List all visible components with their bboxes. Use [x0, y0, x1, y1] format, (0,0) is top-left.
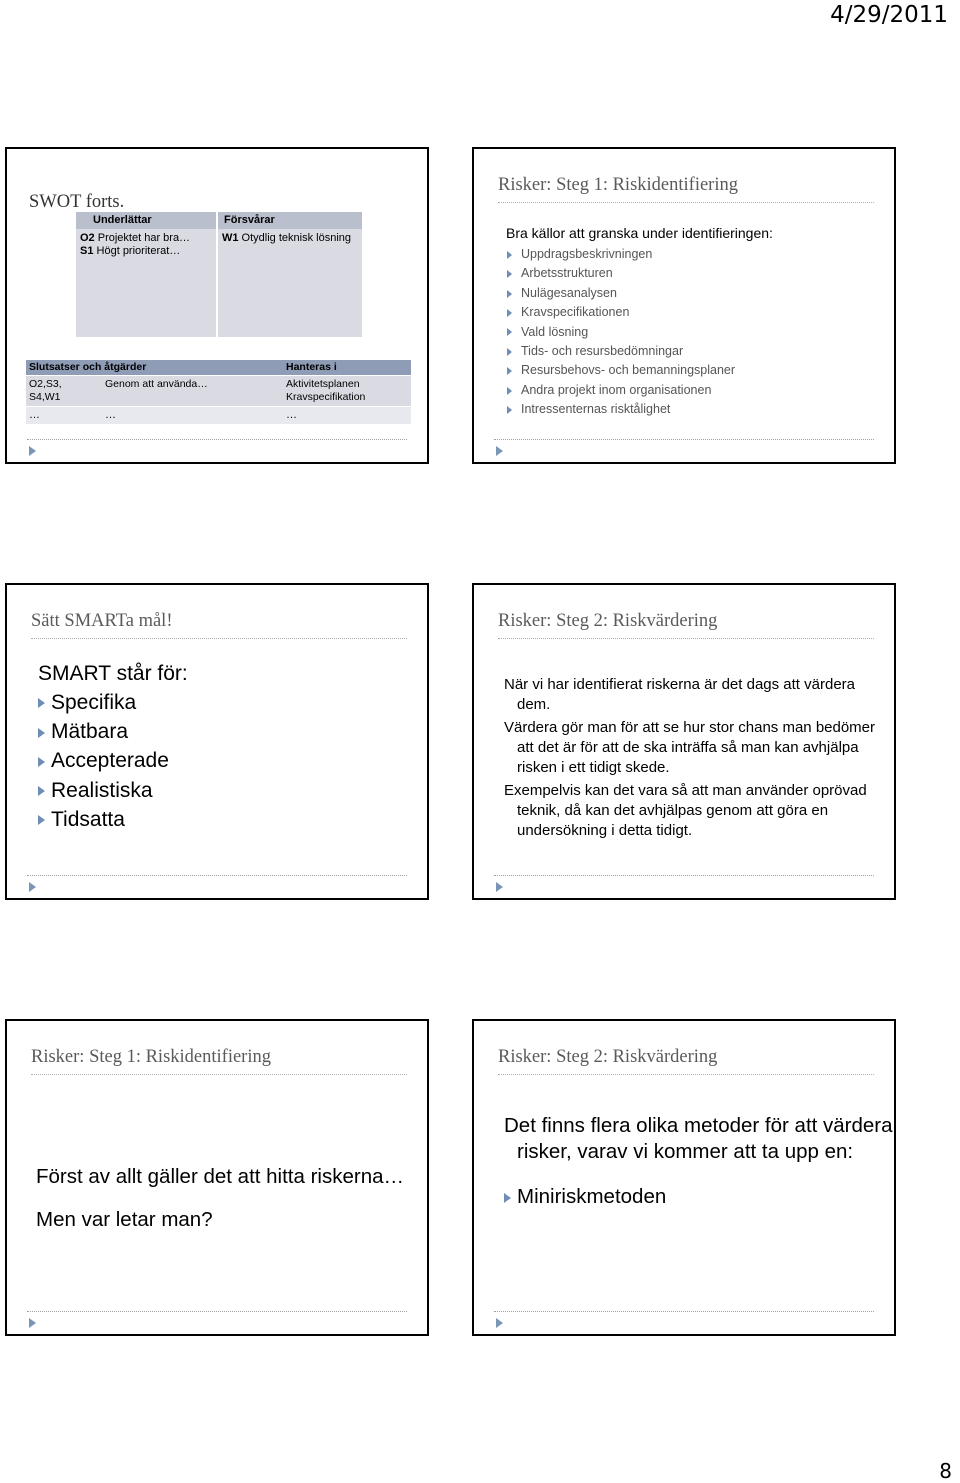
paragraph: Värdera gör man för att se hur stor chans man bedömer att det är för att de ska inträffa så man kan avhjälpa risken i ett tidigt skede.	[504, 719, 876, 776]
slide-smart-goals	[5, 583, 429, 900]
list-item: Resursbehovs- och bemanningsplaner	[505, 361, 773, 380]
list-item: Kravspecifikationen	[505, 303, 773, 322]
footer-arrow-icon	[29, 882, 36, 892]
action-table-header	[26, 360, 411, 375]
page-number: 8	[939, 1459, 952, 1483]
bullet-arrow-icon	[504, 1193, 511, 1203]
list-item: Miniriskmetoden	[504, 1184, 894, 1210]
bullet-arrow-icon	[507, 348, 512, 356]
swot-left-header: Underlättar	[76, 212, 216, 229]
slide-title: Sätt SMARTa mål!	[31, 611, 407, 639]
lead-text: SMART står för:	[38, 662, 188, 685]
bullet-arrow-icon	[507, 270, 512, 278]
swot-left-line: S1 Högt prioriterat…	[80, 245, 181, 257]
footer-arrow-icon	[496, 1318, 503, 1328]
swot-left-cell	[76, 229, 216, 258]
slide-body	[36, 1165, 416, 1251]
slide-risk-assessment	[472, 583, 896, 900]
paragraph: Det finns flera olika metoder för att värdera risker, varav vi kommer att ta upp en:	[504, 1114, 893, 1163]
slide-footer-line	[27, 875, 407, 876]
row-handled-in: Aktivitetsplanen Kravspecifikation	[286, 378, 366, 403]
list-item: Specifika	[38, 688, 188, 717]
slide-title: Risker: Steg 1: Riskidentifiering	[498, 175, 874, 203]
action-table	[26, 360, 411, 424]
bullet-arrow-icon	[507, 309, 512, 317]
row-method: Genom att använda…	[105, 378, 208, 390]
swot-table	[76, 212, 362, 337]
header-conclusions: Slutsatser och åtgärder	[29, 361, 147, 373]
slide-title: Risker: Steg 2: Riskvärdering	[498, 1047, 874, 1075]
slide-swot	[5, 147, 429, 464]
slide-footer-line	[494, 439, 874, 440]
slide-body	[38, 659, 188, 834]
page-date: 4/29/2011	[830, 2, 948, 28]
paragraph: Men var letar man?	[36, 1208, 213, 1231]
list-item: Realistiska	[38, 776, 188, 805]
footer-arrow-icon	[29, 1318, 36, 1328]
swot-right-header: Försvårar	[218, 212, 362, 229]
slide-footer-line	[27, 439, 407, 440]
bullet-arrow-icon	[38, 757, 45, 767]
slide-body	[504, 1113, 894, 1210]
list-item: Intressenternas risktålighet	[505, 400, 773, 419]
slide-body	[506, 225, 773, 420]
list-item: Mätbara	[38, 717, 188, 746]
paragraph: När vi har identifierat riskerna är det dags att värdera dem.	[504, 676, 855, 713]
slide-footer-line	[27, 1311, 407, 1312]
swot-right-column	[218, 212, 362, 337]
list-item: Arbetsstrukturen	[505, 264, 773, 283]
bullet-arrow-icon	[38, 728, 45, 738]
bullet-arrow-icon	[507, 367, 512, 375]
table-row	[26, 375, 411, 406]
bullet-arrow-icon	[38, 698, 45, 708]
row-codes: O2,S3, S4,W1	[29, 378, 62, 403]
swot-right-cell	[218, 229, 362, 245]
bullet-arrow-icon	[38, 786, 45, 796]
footer-arrow-icon	[496, 882, 503, 892]
list-item: Nulägesanalysen	[505, 284, 773, 303]
slide-title: SWOT forts.	[29, 192, 125, 212]
slide-risk-identification-sources	[472, 147, 896, 464]
swot-left-column	[76, 212, 216, 337]
list-item: Accepterade	[38, 746, 188, 775]
paragraph: Först av allt gäller det att hitta riskerna…	[36, 1165, 405, 1188]
list-item: Andra projekt inom organisationen	[505, 381, 773, 400]
bullet-arrow-icon	[507, 251, 512, 259]
slide-title: Risker: Steg 2: Riskvärdering	[498, 611, 874, 639]
list-item: Tidsatta	[38, 805, 188, 834]
slide-title: Risker: Steg 1: Riskidentifiering	[31, 1047, 407, 1075]
list-item: Tids- och resursbedömningar	[505, 342, 773, 361]
slide-risk-assessment-methods	[472, 1019, 896, 1336]
slide-footer-line	[494, 1311, 874, 1312]
list-item: Vald lösning	[505, 323, 773, 342]
lead-text: Bra källor att granska under identifieringen:	[506, 225, 773, 241]
bullet-arrow-icon	[507, 328, 512, 336]
table-row: … … …	[26, 406, 411, 424]
swot-left-line: O2 Projektet har bra…	[80, 232, 191, 244]
bullet-arrow-icon	[507, 406, 512, 414]
slide-body	[504, 675, 884, 844]
slide-footer-line	[494, 875, 874, 876]
swot-right-line: W1 Otydlig teknisk lösning	[222, 232, 351, 244]
slide-risk-identification-intro	[5, 1019, 429, 1336]
header-handled-in: Hanteras i	[286, 361, 337, 373]
bullet-arrow-icon	[507, 290, 512, 298]
list-item: Uppdragsbeskrivningen	[505, 245, 773, 264]
footer-arrow-icon	[29, 446, 36, 456]
paragraph: Exempelvis kan det vara så att man använder oprövad teknik, då kan det avhjälpas genom att göra en undersökning i detta tidigt.	[504, 782, 867, 839]
bullet-arrow-icon	[38, 815, 45, 825]
footer-arrow-icon	[496, 446, 503, 456]
bullet-arrow-icon	[507, 387, 512, 395]
